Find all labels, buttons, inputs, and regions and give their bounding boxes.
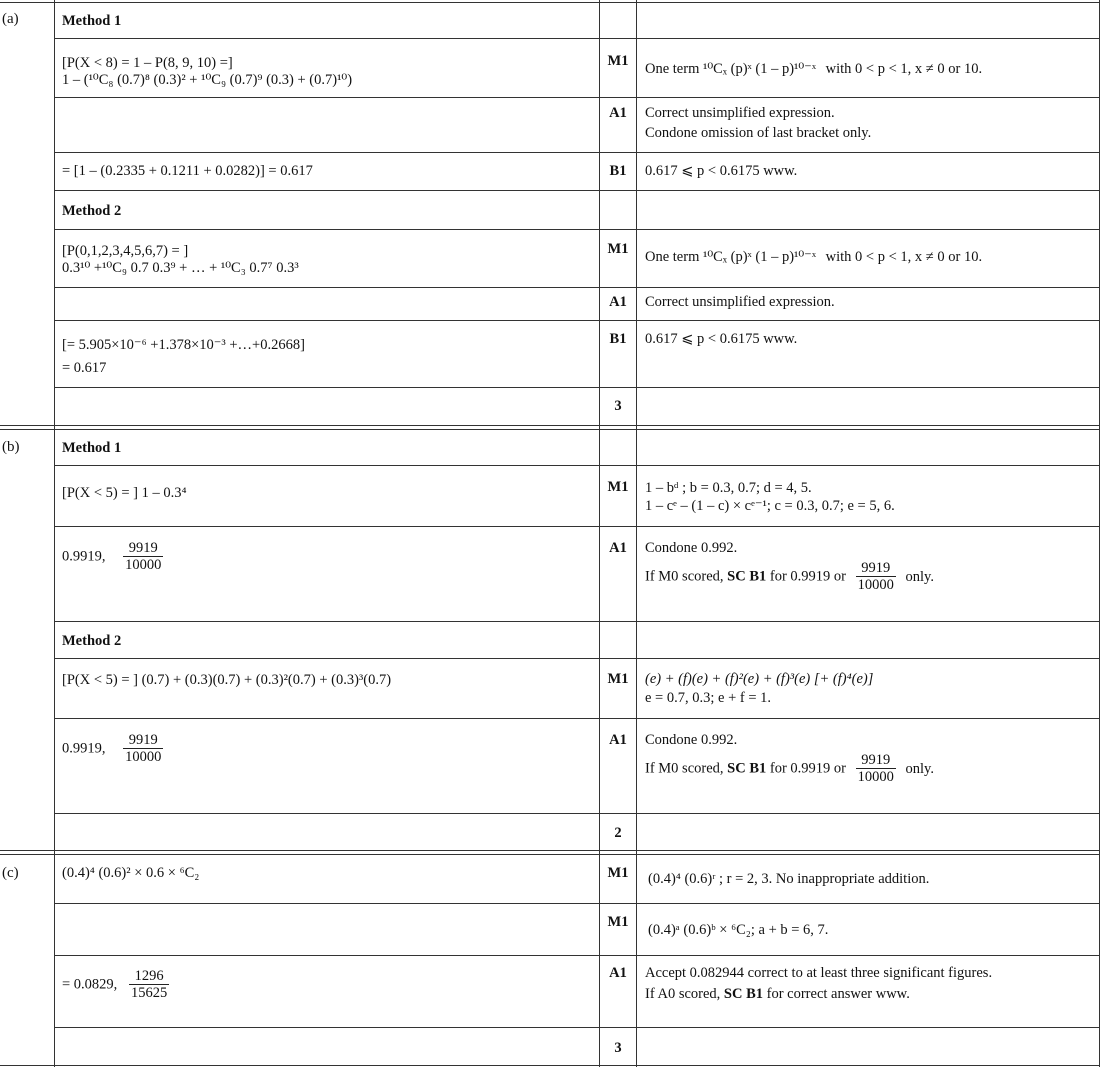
row-line bbox=[54, 903, 1100, 904]
guidance-text-part: for 0.9919 or bbox=[766, 760, 846, 777]
guidance-text-part: One term ¹⁰Cₓ (p)ˣ (1 – p)¹⁰⁻ˣ bbox=[645, 249, 817, 265]
guidance-text: Condone 0.992. bbox=[645, 732, 738, 748]
guidance-text-part: only. bbox=[905, 568, 934, 585]
row-line bbox=[54, 526, 1100, 527]
guidance-text bbox=[645, 985, 910, 1003]
row-line bbox=[54, 658, 1100, 659]
row-line bbox=[54, 1027, 1100, 1028]
mark-code: M1 bbox=[607, 241, 629, 257]
answer-working: 0.3¹⁰ +¹⁰C₉ 0.7 0.3⁹ + … + ¹⁰C₃ 0.7⁷ 0.3³ bbox=[62, 260, 299, 276]
final-answer bbox=[62, 968, 169, 1001]
method-heading: Method 1 bbox=[62, 440, 122, 456]
answer-working: [= 5.905×10⁻⁶ +1.378×10⁻³ +…+0.2668] bbox=[62, 337, 305, 353]
total-marks: 3 bbox=[614, 1040, 622, 1056]
guidance-text-part: If M0 scored, bbox=[645, 568, 728, 585]
part-label-c: (c) bbox=[2, 865, 19, 881]
row-line bbox=[0, 1065, 1100, 1066]
answer-working: (0.4)⁴ (0.6)² × 0.6 × ⁶C₂ bbox=[62, 865, 200, 881]
row-line bbox=[54, 813, 1100, 814]
col-line bbox=[636, 0, 637, 1067]
answer-decimal: = 0.0829, bbox=[62, 976, 118, 993]
guidance-text-part: with 0 < p < 1, x ≠ 0 or 10. bbox=[825, 61, 983, 77]
part-label-b: (b) bbox=[2, 439, 20, 455]
guidance-text: (0.4)⁴ (0.6)ʳ ; r = 2, 3. No inappropriate addition. bbox=[648, 871, 930, 887]
row-line bbox=[0, 425, 1100, 430]
mark-code: A1 bbox=[609, 294, 627, 310]
fraction-denominator: 10000 bbox=[857, 769, 894, 785]
guidance-text-part: If A0 scored, bbox=[645, 986, 724, 1002]
guidance-text: Correct unsimplified expression. bbox=[645, 294, 835, 310]
guidance-text-part: with 0 < p < 1, x ≠ 0 or 10. bbox=[825, 249, 983, 265]
row-line bbox=[54, 955, 1100, 956]
special-case-label: SC B1 bbox=[727, 568, 767, 585]
fraction-numerator: 9919 bbox=[123, 732, 163, 749]
guidance-text bbox=[645, 60, 982, 78]
row-line bbox=[54, 38, 1100, 39]
guidance-text: Accept 0.082944 correct to at least three significant figures. bbox=[645, 965, 993, 981]
method-heading: Method 1 bbox=[62, 13, 122, 29]
guidance-text: 0.617 ⩽ p < 0.6175 www. bbox=[645, 331, 798, 347]
method-heading: Method 2 bbox=[62, 203, 122, 219]
guidance-text bbox=[645, 560, 934, 593]
mark-code: M1 bbox=[607, 479, 629, 495]
guidance-text: (e) + (f)(e) + (f)²(e) + (f)³(e) [+ (f)⁴(e)] bbox=[645, 671, 874, 687]
guidance-text: Correct unsimplified expression. bbox=[645, 105, 835, 121]
col-line bbox=[599, 0, 600, 1067]
mark-code: A1 bbox=[609, 965, 627, 981]
final-answer bbox=[62, 732, 163, 765]
mark-code: A1 bbox=[609, 732, 627, 748]
guidance-text-part: If M0 scored, bbox=[645, 760, 728, 777]
mark-code: M1 bbox=[607, 53, 629, 69]
fraction-numerator: 9919 bbox=[856, 752, 896, 769]
mark-code: M1 bbox=[607, 914, 629, 930]
row-line bbox=[54, 152, 1100, 153]
mark-code: B1 bbox=[609, 331, 627, 347]
part-label-a: (a) bbox=[2, 11, 19, 27]
col-line bbox=[54, 0, 55, 1067]
answer-fraction bbox=[123, 732, 163, 765]
guidance-text: (0.4)ᵃ (0.6)ᵇ × ⁶C₂; a + b = 6, 7. bbox=[648, 922, 829, 938]
row-line bbox=[54, 229, 1100, 230]
total-marks: 2 bbox=[614, 825, 622, 841]
guidance-text: 1 – cᵉ – (1 – c) × cᵉ⁻¹; c = 0.3, 0.7; e = 5, 6. bbox=[645, 498, 895, 514]
fraction-denominator: 10000 bbox=[857, 577, 894, 593]
special-case-label: SC B1 bbox=[727, 760, 767, 777]
row-line bbox=[54, 287, 1100, 288]
fraction-numerator: 9919 bbox=[856, 560, 896, 577]
row-line bbox=[54, 718, 1100, 719]
row-line bbox=[54, 190, 1100, 191]
guidance-text: Condone 0.992. bbox=[645, 540, 738, 556]
guidance-text: 1 – bᵈ ; b = 0.3, 0.7; d = 4, 5. bbox=[645, 480, 812, 496]
answer-fraction bbox=[123, 540, 163, 573]
answer-fraction bbox=[129, 968, 169, 1001]
answer-working: = 0.617 bbox=[62, 360, 107, 376]
guidance-text-part: One term ¹⁰Cₓ (p)ˣ (1 – p)¹⁰⁻ˣ bbox=[645, 61, 817, 77]
guidance-text-part: only. bbox=[905, 760, 934, 777]
guidance-text: 0.617 ⩽ p < 0.6175 www. bbox=[645, 163, 798, 179]
row-line bbox=[54, 320, 1100, 321]
guidance-text bbox=[645, 248, 982, 266]
answer-decimal: 0.9919, bbox=[62, 740, 106, 757]
guidance-fraction bbox=[856, 752, 896, 785]
row-line bbox=[54, 465, 1100, 466]
answer-working: [P(X < 8) = 1 – P(8, 9, 10) =] bbox=[62, 55, 233, 71]
answer-decimal: 0.9919, bbox=[62, 548, 106, 565]
answer-working: = [1 – (0.2335 + 0.1211 + 0.0282)] = 0.617 bbox=[62, 163, 313, 179]
final-answer bbox=[62, 540, 163, 573]
fraction-denominator: 10000 bbox=[125, 557, 162, 573]
guidance-text bbox=[645, 752, 934, 785]
fraction-denominator: 15625 bbox=[130, 985, 168, 1001]
answer-working: 1 – (¹⁰C₈ (0.7)⁸ (0.3)² + ¹⁰C₉ (0.7)⁹ (0.3) + (0.7)¹⁰) bbox=[62, 72, 353, 88]
fraction-numerator: 9919 bbox=[123, 540, 163, 557]
special-case-label: SC B1 bbox=[723, 986, 764, 1002]
row-line bbox=[0, 2, 1100, 3]
guidance-fraction bbox=[856, 560, 896, 593]
answer-working: [P(0,1,2,3,4,5,6,7) = ] bbox=[62, 243, 189, 259]
mark-code: M1 bbox=[607, 671, 629, 687]
method-heading: Method 2 bbox=[62, 633, 122, 649]
answer-working: [P(X < 5) = ] 1 – 0.3⁴ bbox=[62, 485, 187, 501]
row-line bbox=[0, 850, 1100, 855]
guidance-text-part: for correct answer www. bbox=[763, 986, 910, 1002]
row-line bbox=[54, 97, 1100, 98]
fraction-numerator: 1296 bbox=[129, 968, 169, 985]
guidance-text: Condone omission of last bracket only. bbox=[645, 125, 872, 141]
mark-code: M1 bbox=[607, 865, 629, 881]
row-line bbox=[54, 621, 1100, 622]
mark-code: A1 bbox=[609, 540, 627, 556]
total-marks: 3 bbox=[614, 398, 622, 414]
mark-code: A1 bbox=[609, 105, 627, 121]
fraction-denominator: 10000 bbox=[125, 749, 162, 765]
row-line bbox=[54, 387, 1100, 388]
mark-code: B1 bbox=[609, 163, 627, 179]
guidance-text-part: for 0.9919 or bbox=[766, 568, 846, 585]
guidance-text: e = 0.7, 0.3; e + f = 1. bbox=[645, 690, 772, 706]
answer-working: [P(X < 5) = ] (0.7) + (0.3)(0.7) + (0.3)²(0.7) + (0.3)³(0.7) bbox=[62, 672, 392, 688]
